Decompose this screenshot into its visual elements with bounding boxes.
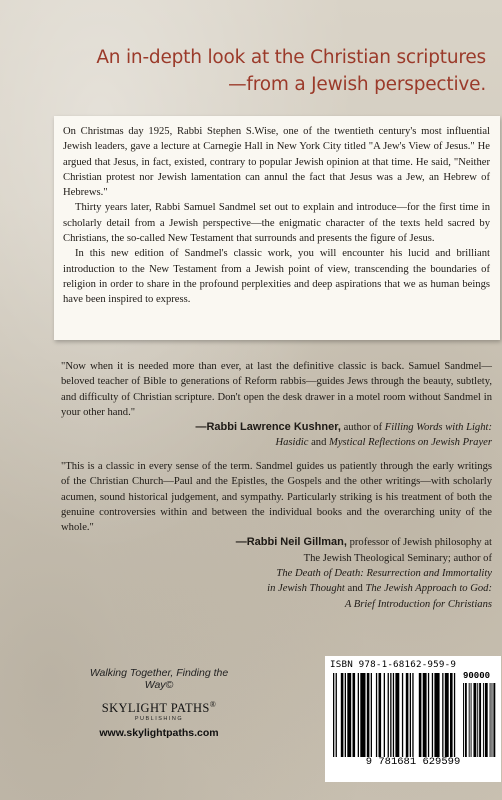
barcode-panel — [325, 656, 501, 782]
publisher-logo — [89, 700, 229, 716]
endorsement-gillman — [61, 459, 492, 612]
endorser-credit: The Jewish Theological Seminary; author of — [303, 552, 492, 564]
book-title: The Jewish Approach to God: — [365, 583, 492, 595]
book-title: Filling Words with Light: — [384, 422, 492, 434]
book-title: A Brief Introduction for Christians — [344, 598, 492, 610]
endorsement-attribution — [61, 535, 492, 611]
publisher-tagline — [89, 667, 229, 691]
endorser-credit: author of — [340, 422, 385, 434]
book-title: Hasidic — [275, 437, 309, 449]
endorsement-attribution — [61, 420, 492, 451]
price-barcode-bars — [463, 683, 497, 757]
synopsis-box — [54, 116, 500, 340]
tagline-text: Walking Together, Finding the Way — [89, 667, 229, 691]
headline — [0, 44, 486, 98]
endorsement-kushner — [61, 359, 492, 451]
endorser-name: —Rabbi Neil Gillman, — [235, 536, 347, 549]
headline-line-2: —from a Jewish perspective. — [228, 74, 486, 95]
synopsis-paragraph: In this new edition of Sandmel's classic work, you will encounter his lucid and brilliant introduction to the New Testament from a Jewish point of view, transcending the boundaries of religion in order to share in the profound perplexities and deep aspirations that we as human beings have been inspired to express. — [63, 248, 490, 306]
endorser-credit: professor of Jewish philosophy at — [346, 537, 492, 549]
book-title: Mystical Reflections on Jewish Prayer — [329, 437, 492, 449]
publisher-block — [89, 667, 229, 739]
book-title: The Death of Death: Resurrection and Immortality — [276, 568, 492, 580]
copyright-mark: © — [165, 679, 174, 691]
headline-line-1: An in-depth look at the Christian scriptures — [96, 47, 486, 68]
endorser-name: —Rabbi Lawrence Kushner, — [195, 421, 341, 434]
endorser-credit: and — [308, 437, 330, 449]
isbn-label: ISBN 978-1-68162-959-9 — [330, 659, 457, 670]
registered-mark: ® — [209, 700, 217, 709]
book-title: in Jewish Thought — [267, 583, 345, 595]
endorsement-text: "Now when it is needed more than ever, at last the definitive classic is back. Samuel Sandmel—beloved teacher of Bible to generations of Reform rabbis—guides Jews through the beauty, subtlety, and difficulty of Christian scripture. Don't open the desk drawer in a motel room without Sandmel in your other hand." — [61, 361, 492, 418]
price-code: 90000 — [463, 671, 491, 681]
barcode-digits: 9 781681 629599 — [365, 756, 461, 768]
publisher-website: www.skylightpaths.com — [99, 727, 219, 740]
publisher-logo-sub: PUBLISHING — [134, 716, 184, 723]
synopsis-paragraph: On Christmas day 1925, Rabbi Stephen S.Wise, one of the twentieth century's most influential Jewish leaders, gave a lecture at Carnegie Hall in New York City titled "A Jew's View of Jesus." He argued that Jesus, in fact, existed, contrary to popular Jewish opinion at that time. He said, "Neither Christian protest nor Jewish lamentation can annul the fact that Jesus was a Jew, an Hebrew of Hebrews." — [63, 126, 490, 199]
endorser-credit: and — [344, 583, 366, 595]
endorsement-text: "This is a classic in every sense of the term. Sandmel guides us patiently through the early writings of the Christian Church—Paul and the Epistles, the Gospels and the other writings—with scholarly acumen, sound historical judgement, and sympathy. Particularly striking is his treatment of both the genuine controversies within and between the individual books and the overarching unity of the whole." — [61, 461, 492, 534]
synopsis-paragraph: Thirty years later, Rabbi Samuel Sandmel set out to explain and introduce—for the first time in scholarly detail from a Jewish perspective—the enigmatic character of the texts held sacred by Christians, the so-called New Testament that surrounds and presents the figure of Jesus. — [63, 202, 490, 245]
barcode-bars — [333, 673, 457, 757]
logo-text: SKYLIGHT PATHS — [101, 701, 210, 716]
